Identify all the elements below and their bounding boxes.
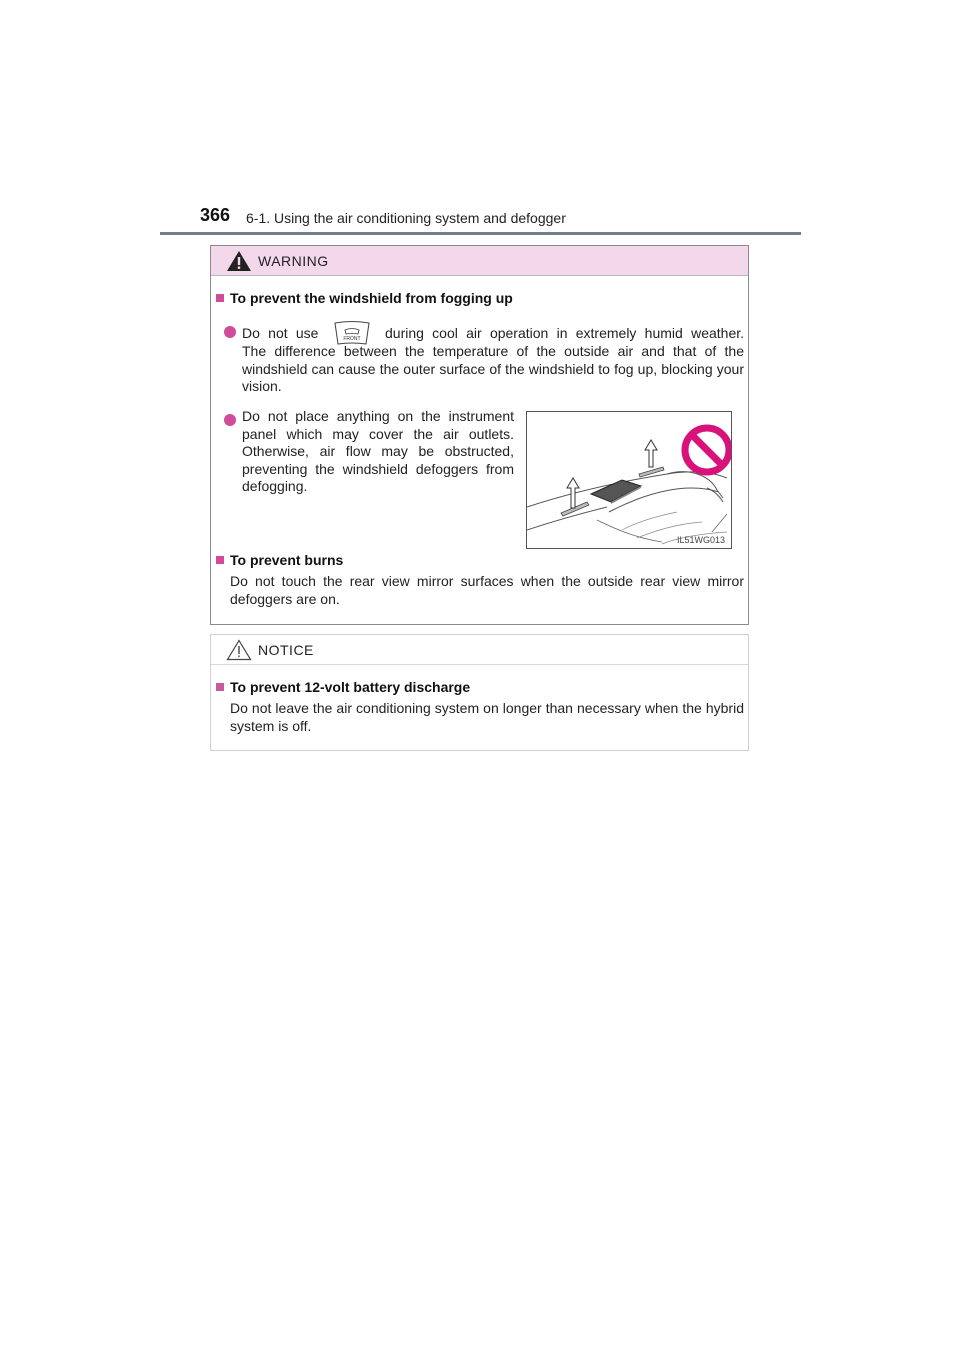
warning-subheading-fogging (216, 290, 513, 306)
notice-subheading-battery (216, 679, 470, 695)
warning-triangle-icon (226, 250, 252, 272)
warning-box (210, 245, 749, 625)
item-text-before: Do not use (242, 325, 319, 341)
figure-code: IL51WG013 (676, 535, 725, 545)
dashboard-illustration (527, 412, 731, 548)
warning-burns-text: Do not touch the rear view mirror surfaces when the outside rear view mirror defoggers are on. (230, 573, 744, 607)
warning-item-continuation: The difference between the temperature of the outside air and that of the windshield can cause the outer surface of the windshield to fog up, blocking your vision. (242, 343, 744, 394)
caution-triangle-outline-icon (226, 639, 252, 661)
square-bullet-icon (216, 294, 224, 302)
subheading-text: To prevent the windshield from fogging up (230, 290, 513, 306)
notice-battery-text: Do not leave the air conditioning system on longer than necessary when the hybrid system is off. (230, 700, 744, 734)
warning-label: WARNING (258, 252, 329, 269)
notice-label: NOTICE (258, 641, 314, 658)
circle-bullet-icon (223, 325, 237, 339)
subheading-text: To prevent burns (230, 552, 344, 568)
header-rule (160, 232, 801, 235)
subheading-text: To prevent 12-volt battery discharge (230, 679, 471, 695)
instrument-panel-obstruction-illustration (526, 411, 732, 549)
notice-box (210, 634, 749, 751)
notice-header (211, 635, 748, 665)
circle-bullet-icon (223, 413, 237, 427)
svg-text:FRONT: FRONT (343, 336, 361, 342)
page-number: 366 (200, 205, 231, 225)
square-bullet-icon (216, 556, 224, 564)
item-text-after: during cool air operation in extremely humid weather. (385, 325, 745, 341)
section-title: 6-1. Using the air conditioning system and defogger (246, 210, 566, 226)
warning-subheading-burns (216, 552, 343, 568)
warning-header (211, 246, 748, 276)
square-bullet-icon (216, 683, 224, 691)
warning-item-instrument-panel: Do not place anything on the instrument panel which may cover the air outlets. Otherwise, air flow may be obstructed, preventing the windshield defoggers from defogging. (242, 408, 514, 494)
